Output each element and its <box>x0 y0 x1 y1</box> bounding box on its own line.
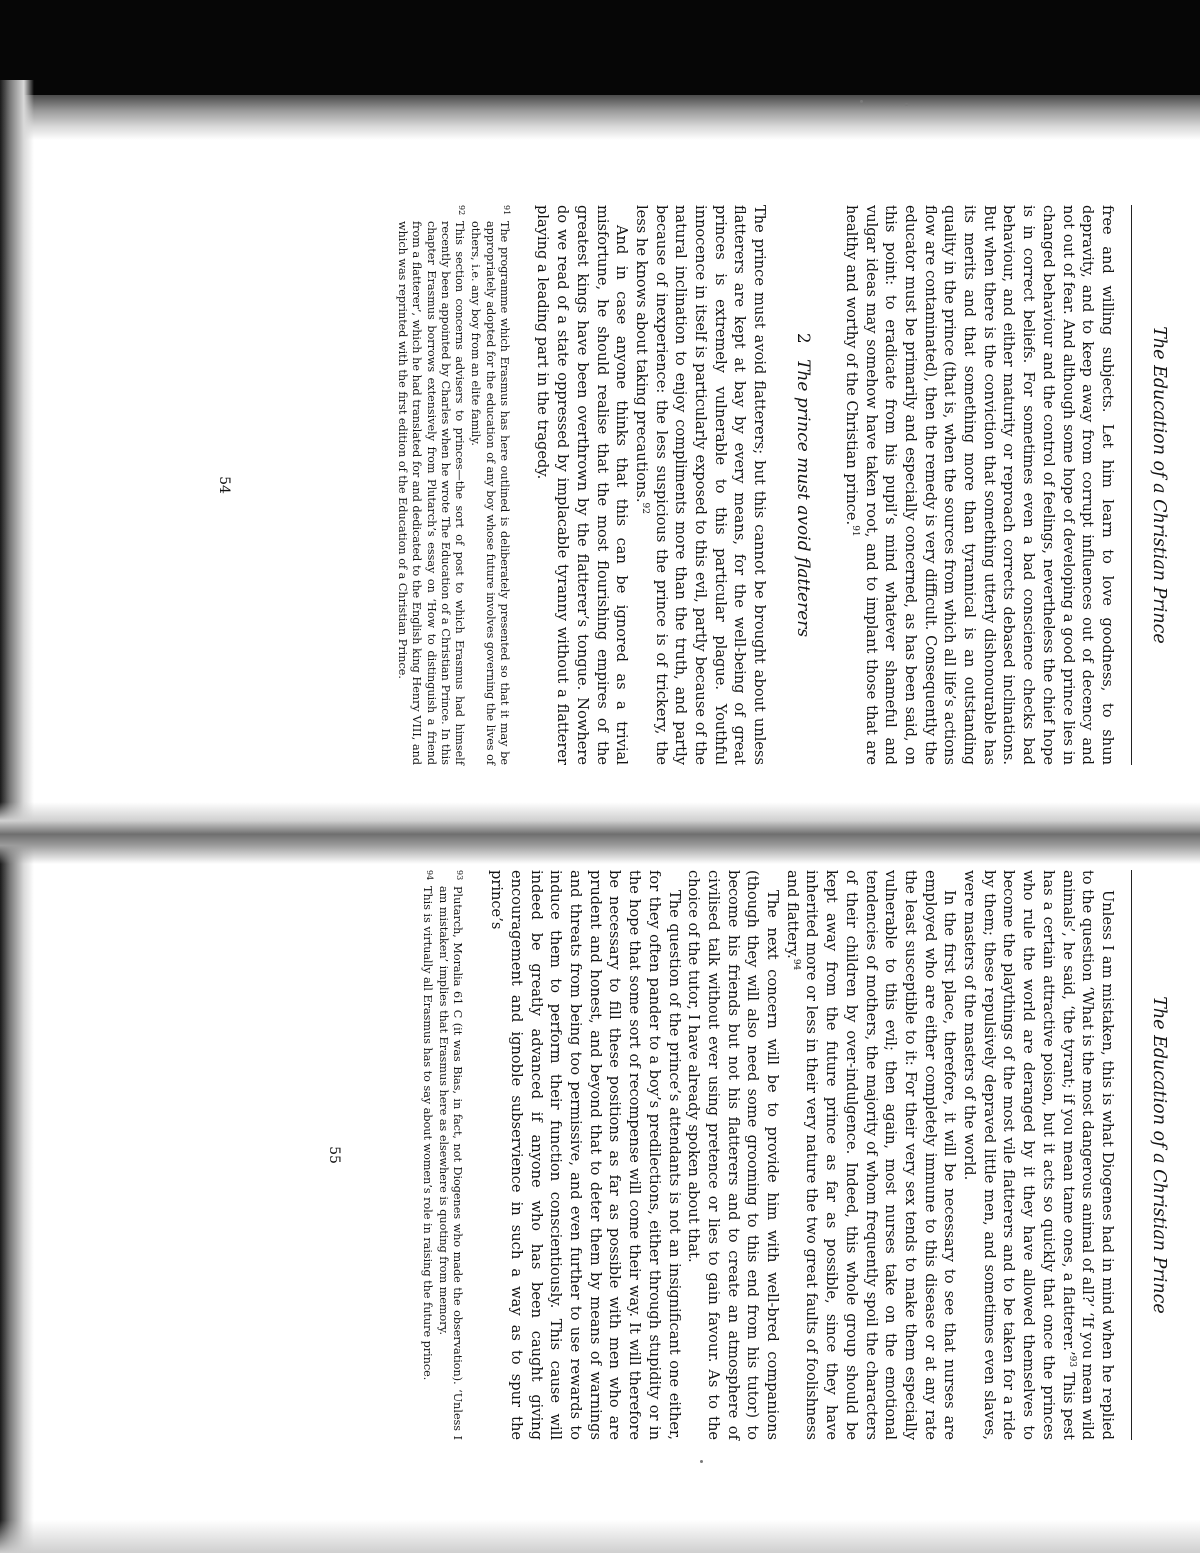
paragraph: The prince must avoid flatterers; but this cannot be brought about unless flatterers are kept at bay by every means, for the well-being of great princes is extremely vulnerable to this particular plague. Youthful innocence in itself is particularly exposed to this evil, partly because of the natural inclination to enjoy compliments more than the truth, and partly because of inexperience: the less suspicious the prince is of trickery, the less he knows about taking precautions.$^{92}$ <box>632 205 769 765</box>
footnote <box>420 870 434 1440</box>
scan-speck <box>860 100 863 103</box>
footnote-ref[interactable]: 92 <box>639 502 650 514</box>
footnote-mark: 94 <box>425 870 435 881</box>
book-gutter-shadow <box>0 802 1200 864</box>
section-heading <box>791 205 815 765</box>
paragraph: Unless I am mistaken, this is what Diogenes had in mind when he replied to the question ‘What is the most dangerous animal of all?’ ‘If you mean wild animals’, he said, ‘the tyrant; if you mean tame ones, a flatterer.’$^{93}$ This pest has a certain attractive poison, but it acts so quickly that once the princes who rule the world are deranged by it they have allowed themselves to become the playthings of the most vile flatterers and to be taken for a ride by them; these repulsively depraved little men, and sometimes even slaves, were masters of the masters of the world. <box>961 870 1116 1440</box>
footnote-text: This is virtually all Erasmus has to say about women’s role in raising the future prince. <box>421 886 435 1381</box>
paragraph: The question of the prince’s attendants is not an insignificant one either, for they often pander to a boy’s predilections, either through stupidity or in the hope that some sort of recompense will come their way. It will therefore be necessary to fill these positions as far as possible with men who are prudent and honest, and beyond that to deter them by means of warnings and threats from being too permissive, and even further to use rewards to induce them to perform their function conscientiously. This cause will indeed be greatly advanced if anyone who has been caught giving encouragement and ignoble subservience in such a way as to spur the prince’s <box>488 870 683 1440</box>
body-text <box>533 205 1117 765</box>
footnote-ref[interactable]: 91 <box>849 525 860 537</box>
scanner-black-band <box>0 0 1200 95</box>
footnotes <box>420 870 465 1440</box>
paragraph: free and willing subjects. Let him learn to love goodness, to shun depravity, and to keep away from corrupt influences out of decency and not out of fear. And although some hope of developing a good prince lies in changed behaviour and the control of feelings, nevertheless the chief hope is in correct beliefs. For sometimes even a bad conscience checks bad behaviour, and either maturity or reproach corrects debased inclinations. But when there is the conviction that something utterly dishonourable has its merits and that something more than tyrannical is an outstanding quality in the prince (that is, when the sources from which all life’s actions flow are contaminated), then the remedy is very difficult. Consequently the educator must be primarily and especially concerned, as has been said, on this point: to eradicate from his pupil’s mind whatever shameful and vulgar ideas may somehow have taken root, and to implant those that are healthy and worthy of the Christian prince.$^{91}$ <box>842 205 1116 765</box>
footnote <box>395 205 466 765</box>
section-number: 2 <box>793 332 814 344</box>
scan-speck <box>905 103 908 106</box>
page-edge-shadow-top <box>0 95 1200 140</box>
footnote <box>436 870 464 1440</box>
body-text <box>487 870 1118 1440</box>
running-head: The Education of a Christian Prince <box>1149 326 1169 644</box>
paragraph: In the first place, therefore, it will be necessary to see that nurses are employed who are either completely immune to this disease or at any rate the least susceptible to it: For their very sex tends to make them especially vulnerable to this evil; then again, most nurses take on the emotional tendencies of mothers, the majority of whom frequently spoil the characters of their children by over-indulgence. Indeed, this whole group should be kept away from the future prince as far as possible, since they have inherited more or less in their very nature the two great faults of foolishness and flattery.$^{94}$ <box>783 870 959 1440</box>
paragraph: The next concern will be to provide him with well-bred companions (though they will also need some grooming to this end from his tutor) to become his friends but not his flatterers and to create an atmosphere of civilised talk without ever using pretence or lies to gain favour. As to the choice of the tutor, I have already spoken about that. <box>685 870 782 1440</box>
page-54 <box>172 205 1172 765</box>
page-number: 55 <box>326 1146 342 1164</box>
footnote-text: This section concerns advisers to princes—the sort of post to which Erasmus had himself recently been appointed by Charles when he wrote The Education of a Christian Prince. In this chapter Erasmus borrows extensively from Plutarch’s essay on ‘How to distinguish a friend from a flatterer’, which he had translated for and dedicated to the English king Henry VIII, and which was reprinted with the first edition of the Education of a Christian Prince. <box>396 221 467 765</box>
header-rule <box>1131 205 1132 765</box>
scan-speck <box>700 1460 703 1463</box>
paragraph: And in case anyone thinks that this can be ignored as a trivial misfortune, he should realise that the most flourishing empires of the greatest kings have been overthrown by the flatterer’s tongue. Nowhere do we read of a state oppressed by implacable tyranny without a flatterer playing a leading part in the tragedy. <box>534 205 631 765</box>
footnotes <box>395 205 511 765</box>
running-head: The Education of a Christian Prince <box>1149 996 1169 1314</box>
header-rule <box>1131 870 1132 1440</box>
footnote-mark: 93 <box>455 870 465 881</box>
footnote-mark: 92 <box>457 205 467 216</box>
section-title: The prince must avoid flatterers <box>793 359 814 638</box>
footnote <box>468 205 511 765</box>
footnote-mark: 91 <box>501 205 511 216</box>
footnote-ref[interactable]: 94 <box>790 958 801 971</box>
footnote-ref[interactable]: 93 <box>1066 1355 1077 1368</box>
page-edge-shadow-bottom <box>0 1520 1200 1553</box>
page-number: 54 <box>216 476 232 494</box>
footnote-text: The programme which Erasmus has here outlined is deliberately presented so that it may be appropriately adopted for the education of any boy whose future involves governing the lives of others, i.e. any boy from an elite family. <box>469 221 511 765</box>
footnote-text: Plutarch, Moralia 61 C (it was Bias, in fact, not Diogenes who made the observation). ‘Unless I am mistaken’ implies that Erasmus here as elsewhere is quoting from memory. <box>437 886 465 1440</box>
page-55 <box>172 870 1172 1440</box>
